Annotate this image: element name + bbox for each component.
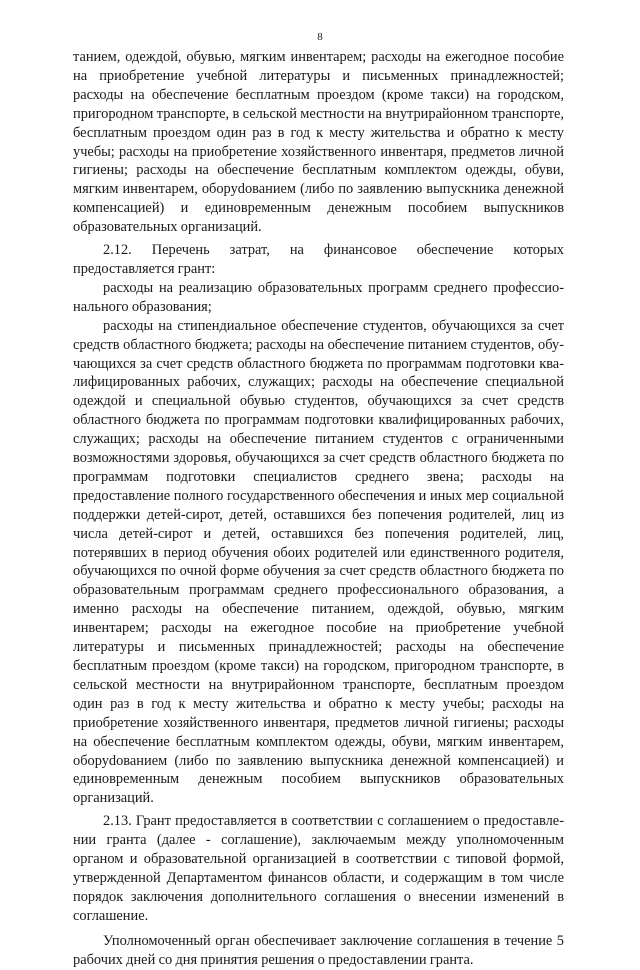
page-number: 8 [317,31,323,43]
document-body [73,48,564,970]
paragraph-continuation: танием, одеждой, обувью, мягким инвентарем; расходы на ежегодное пособие на приобретение учебной литературы и письменных принадлежностей; расходы на обеспечение бесплатным проездом (кроме такси) на городском, пригородном транспорте, в сельской местности на внутрирайонном транспорте, бесплатным проездом один раз в год к месту жительства и обратно к месту учебы; расходы на приобретение хозяйственного инвентаря, предметов личной гигиены; расходы на обеспечение бесплатным комплектом одежды, обуви, мягким инвентарем, оборуdованием (либо по заявлению выпускника денежной компенсацией) и единовременным денежным пособием выпускников образовательных организаций. [73,49,564,236]
paragraph-agreement-term: Уполномоченный орган обеспечивает заключение соглашения в течение 5 рабочих дней со дня принятия решения о предоставлении гранта. [73,932,564,968]
paragraph-2-13: 2.13. Грант предоставляется в соответствии с соглашением о предоставлении гранта (далее - соглашение), заключаемым между уполномоченным органом и образовательной организацией в соответствии с типовой формой, утвержденной Департаментом финансов области, и содержащим в том числе порядок заключения дополнительного соглашения о внесении изменений в соглашение. [73,813,564,924]
paragraph-2-12-item-1: расходы на реализацию образовательных программ среднего профессионального образования; [73,279,564,315]
paragraph-2-12-item-2: расходы на стипендиальное обеспечение студентов, обучающихся за счет средств областного бюджета; расходы на обеспечение питанием студентов, обучающихся за счет средств областного бюджета по программам подготовки квалифицированных рабочих, служащих; расходы на обеспечение специальной одеждой и специальной обувью студентов, обучающихся за счет средств областного бюджета по программам подготовки квалифицированных рабочих, служащих; расходы на обеспечение питанием студентов с ограниченными возможностями здоровья, обучающихся за счет средств областного бюджета по программам подготовки специалистов среднего звена; расходы на предоставление полного государственного обеспечения и иных мер социальной поддержки детей-сирот, детей, оставшихся без попечения родителей, лиц из числа детей-сирот и детей, оставшихся без попечения родителей, лиц, потерявших в период обучения обоих родителей или единственного родителя, обучающихся по очной форме обучения за счет средств областного бюджета по образовательным программам среднего профессионального образования, а именно расходы на обеспечение питанием, одеждой, обувью, мягким инвентарем; расходы на ежегодное пособие на приобретение учебной литературы и письменных принадлежностей; расходы на обеспечение бесплатным проездом (кроме такси) на городском, пригородном транспорте, в сельской местности на внутрирайонном транспорте, бесплатным проездом один раз в год к месту жительства и обратно к месту учебы; расходы на приобретение хозяйственного инвентаря, предметов личной гигиены; расходы на обеспечение бесплатным комплектом одежды, обуви, мягким инвентарем, оборуdованием (либо по заявлению выпускника денежной компенсацией) и единовременным денежным пособием выпускников образовательных организаций. [73,317,564,807]
paragraph-2-12-heading: 2.12. Перечень затрат, на финансовое обеспечение которых предоставляется грант: [73,242,564,277]
